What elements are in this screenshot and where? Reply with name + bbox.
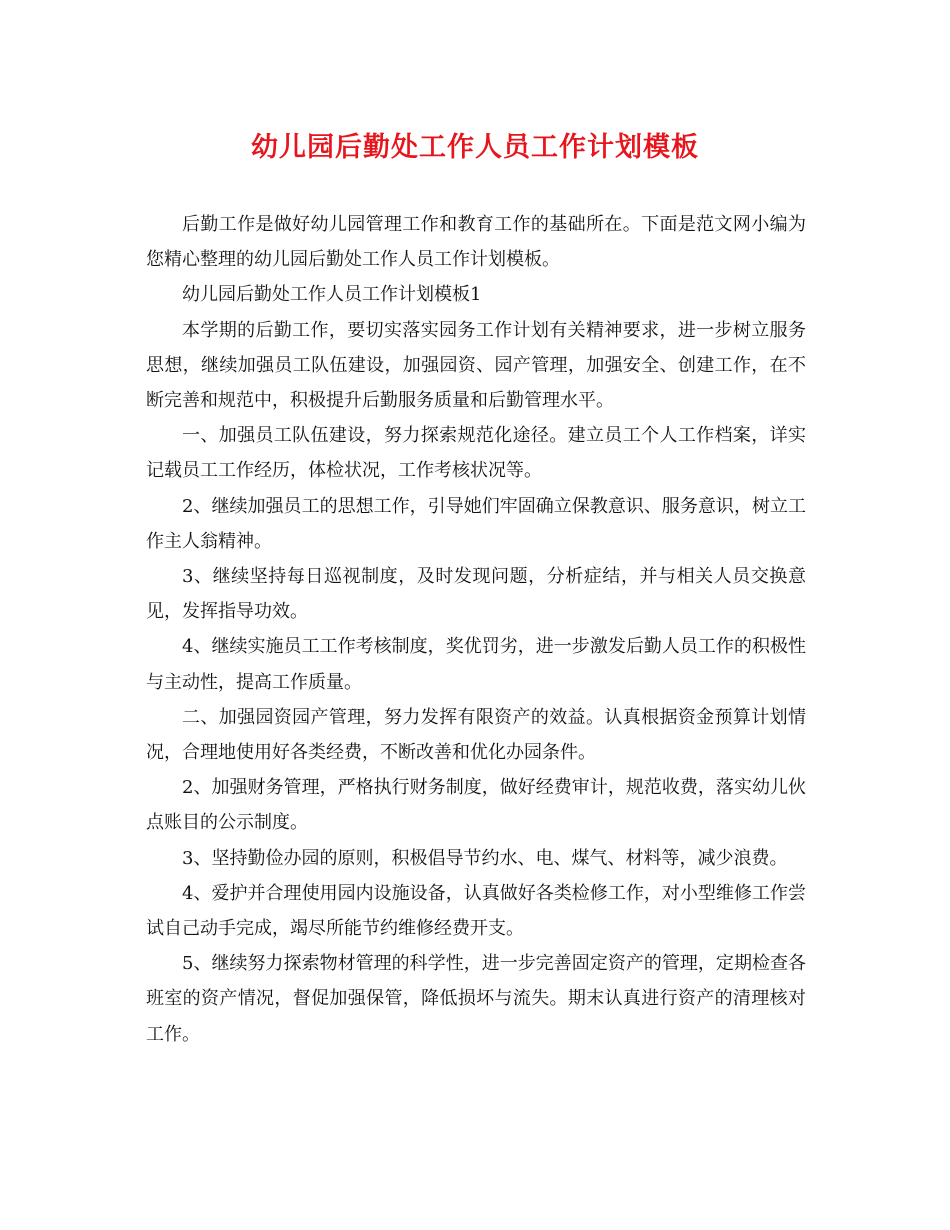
paragraph-intro: 后勤工作是做好幼儿园管理工作和教育工作的基础所在。下面是范文网小编为您精心整理的幼儿园后勤处工作人员工作计划模板。 — [146, 214, 806, 271]
paragraph: 5、继续努力探索物材管理的科学性，进一步完善固定资产的管理，定期检查各班室的资产情况，督促加强保管，降低损坏与流失。期末认真进行资产的清理核对工作。 — [146, 953, 806, 1045]
paragraph: 二、加强园资园产管理，努力发挥有限资产的效益。认真根据资金预算计划情况，合理地使用好各类经费，不断改善和优化办园条件。 — [146, 706, 806, 764]
paragraph: 4、继续实施员工工作考核制度，奖优罚劣，进一步激发后勤人员工作的积极性与主动性，提高工作质量。 — [146, 636, 806, 693]
paragraph: 3、坚持勤俭办园的原则，积极倡导节约水、电、煤气、材料等，减少浪费。 — [182, 847, 788, 869]
paragraph: 一、加强员工队伍建设，努力探索规范化途径。建立员工个人工作档案，详实记载员工工作经历，体检状况，工作考核状况等。 — [146, 425, 806, 482]
paragraph: 本学期的后勤工作，要切实落实园务工作计划有关精神要求，进一步树立服务思想，继续加强员工队伍建设，加强园资、园产管理，加强安全、创建工作，在不断完善和规范中，积极提升后勤服务质量和后勤管理水平。 — [146, 319, 806, 412]
paragraph-subtitle: 幼儿园后勤处工作人员工作计划模板1 — [182, 284, 482, 306]
paragraph: 2、加强财务管理，严格执行财务制度，做好经费审计，规范收费，落实幼儿伙点账目的公示制度。 — [146, 777, 806, 834]
document-title: 幼儿园后勤处工作人员工作计划模板 — [251, 132, 699, 163]
paragraph: 3、继续坚持每日巡视制度，及时发现问题，分析症结，并与相关人员交换意见，发挥指导功效。 — [146, 566, 806, 623]
document-body — [146, 207, 806, 1052]
paragraph: 4、爱护并合理使用园内设施设备，认真做好各类检修工作，对小型维修工作尝试自己动手完成，竭尽所能节约维修经费开支。 — [146, 882, 806, 940]
paragraph: 2、继续加强员工的思想工作，引导她们牢固确立保教意识、服务意识，树立工作主人翁精神。 — [146, 495, 806, 552]
